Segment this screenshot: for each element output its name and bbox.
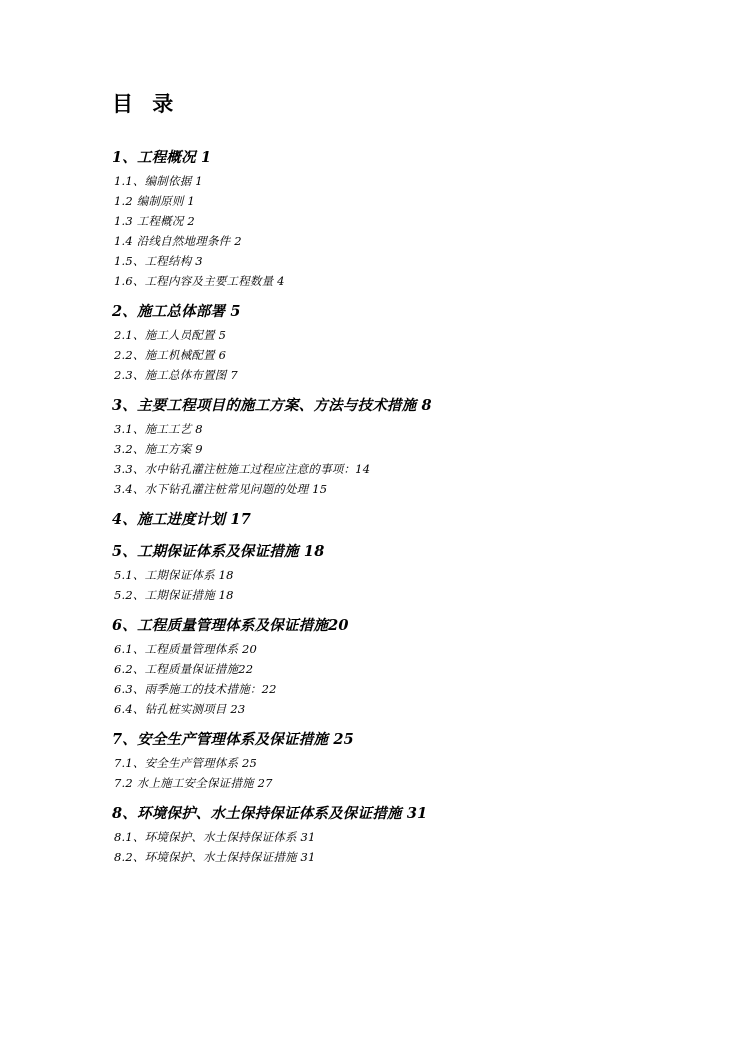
toc-entry-level1[interactable]: 1、工程概况 1 xyxy=(112,149,212,166)
toc-entry-level2[interactable]: 5.1、工期保证体系 18 xyxy=(114,568,234,582)
toc-entry-level2[interactable]: 1.5、工程结构 3 xyxy=(114,254,203,268)
toc-entry-level1[interactable]: 2、施工总体部署 5 xyxy=(112,303,241,320)
toc-entry-level2[interactable]: 3.2、施工方案 9 xyxy=(114,442,203,456)
toc-entry-level1[interactable]: 7、安全生产管理体系及保证措施 25 xyxy=(112,731,354,748)
toc-entry-level2[interactable]: 1.1、编制依据 1 xyxy=(114,174,203,188)
toc-entry-level2[interactable]: 8.2、环境保护、水土保持保证措施 31 xyxy=(114,850,316,864)
toc-entry-level1[interactable]: 4、施工进度计划 17 xyxy=(112,511,252,528)
toc-entry-level2[interactable]: 2.3、施工总体布置图 7 xyxy=(114,368,238,382)
page-title: 目 录 xyxy=(112,91,180,116)
toc-entry-level1[interactable]: 3、主要工程项目的施工方案、方法与技术措施 8 xyxy=(112,397,432,414)
toc-entry-level2[interactable]: 7.2 水上施工安全保证措施 27 xyxy=(114,776,273,790)
toc-entry-level2[interactable]: 1.3 工程概况 2 xyxy=(114,214,195,228)
toc-entry-level2[interactable]: 1.2 编制原则 1 xyxy=(114,194,195,208)
toc-entry-level2[interactable]: 6.3、雨季施工的技术措施：22 xyxy=(114,682,277,696)
table-of-contents xyxy=(112,146,684,865)
page-content xyxy=(112,88,684,869)
toc-entry-level2[interactable]: 2.2、施工机械配置 6 xyxy=(114,348,227,362)
toc-entry-level1[interactable]: 5、工期保证体系及保证措施 18 xyxy=(112,543,325,560)
toc-entry-level2[interactable]: 1.6、工程内容及主要工程数量 4 xyxy=(114,274,285,288)
toc-entry-level2[interactable]: 3.4、水下钻孔灌注桩常见问题的处理 15 xyxy=(114,482,328,496)
toc-entry-level2[interactable]: 5.2、工期保证措施 18 xyxy=(114,588,234,602)
toc-entry-level2[interactable]: 6.4、钻孔桩实测项目 23 xyxy=(114,702,246,716)
toc-entry-level1[interactable]: 6、工程质量管理体系及保证措施20 xyxy=(112,617,349,634)
toc-entry-level1[interactable]: 8、环境保护、水土保持保证体系及保证措施 31 xyxy=(112,805,428,822)
toc-entry-level2[interactable]: 6.1、工程质量管理体系 20 xyxy=(114,642,258,656)
toc-entry-level2[interactable]: 7.1、安全生产管理体系 25 xyxy=(114,756,258,770)
toc-entry-level2[interactable]: 3.1、施工工艺 8 xyxy=(114,422,203,436)
toc-entry-level2[interactable]: 3.3、水中钻孔灌注桩施工过程应注意的事项：14 xyxy=(114,462,371,476)
toc-entry-level2[interactable]: 6.2、工程质量保证措施22 xyxy=(114,662,254,676)
toc-entry-level2[interactable]: 8.1、环境保护、水土保持保证体系 31 xyxy=(114,830,316,844)
toc-entry-level2[interactable]: 1.4 沿线自然地理条件 2 xyxy=(114,234,242,248)
toc-entry-level2[interactable]: 2.1、施工人员配置 5 xyxy=(114,328,227,342)
